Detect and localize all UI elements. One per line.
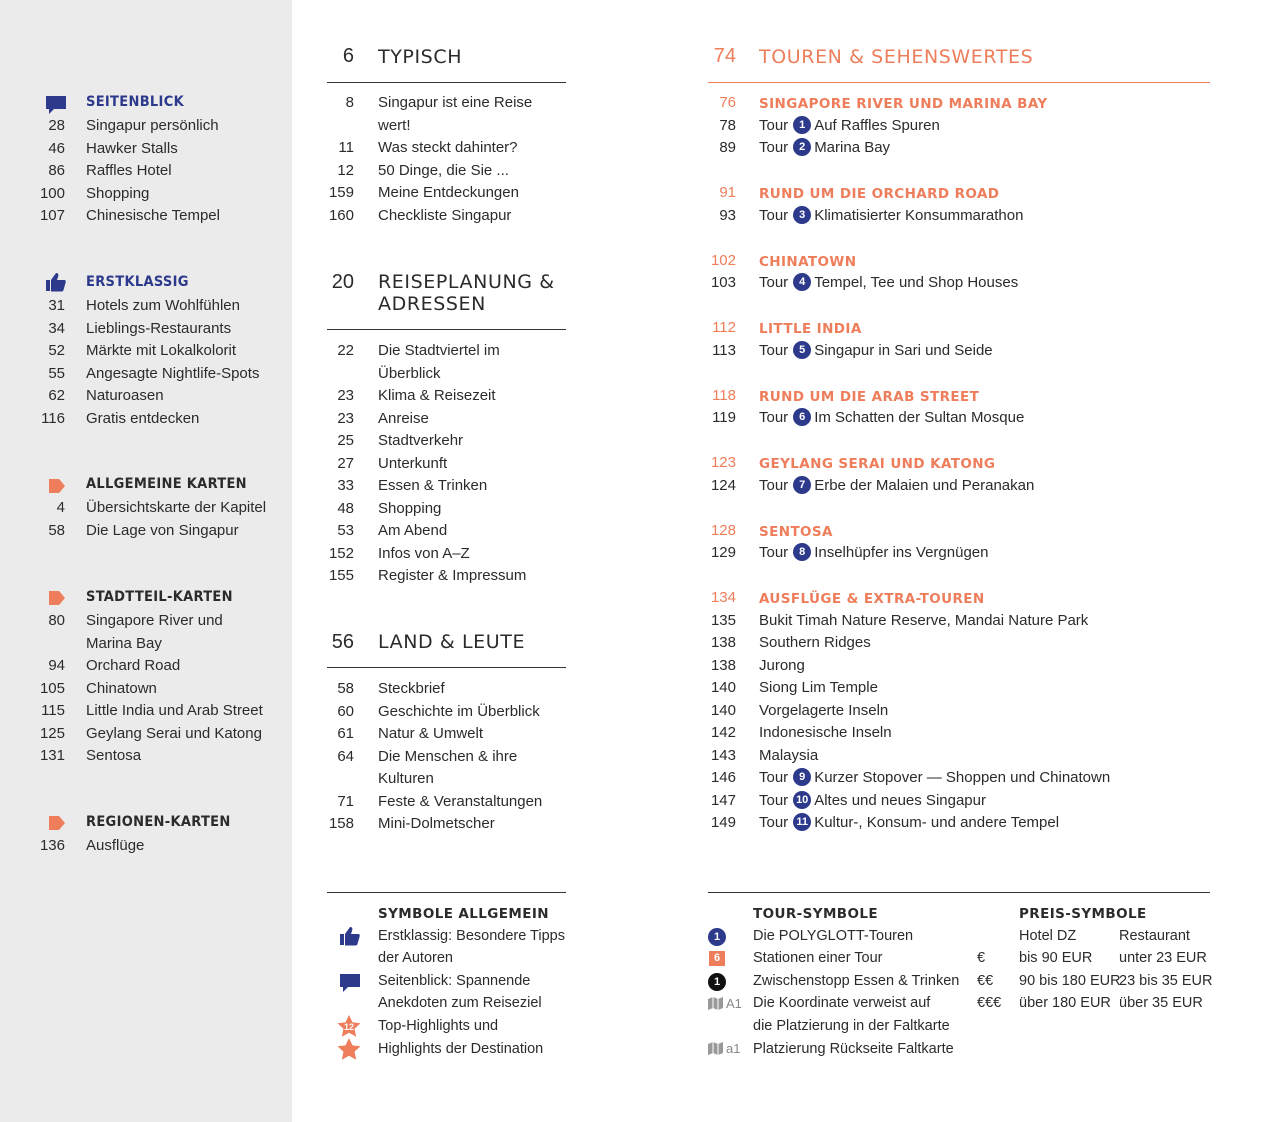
toc-link[interactable]: Natur & Umwelt [378, 725, 484, 742]
toc-link[interactable]: Shopping [378, 499, 442, 517]
toc-link[interactable] [759, 340, 993, 363]
toc-link[interactable] [759, 137, 890, 160]
price-header-restaurant: Restaurant [1119, 928, 1190, 944]
tour-label: Klimatisierter Konsummarathon [814, 206, 1024, 224]
legend-text: Erstklassig: Besondere Tipps [378, 928, 565, 944]
divider [708, 892, 1210, 893]
page-number: 86 [48, 162, 65, 179]
toc-link[interactable]: Meine Entdeckungen [378, 184, 519, 201]
section-title-regionen-karten[interactable]: REGIONEN-KARTEN [86, 814, 231, 830]
section-number: 74 [713, 45, 736, 67]
divider [327, 892, 566, 893]
toc-link[interactable]: Hotels zum Wohlfühlen [86, 297, 240, 314]
page-number: 23 [337, 387, 354, 404]
tour-number-badge: 6 [793, 408, 811, 426]
page-number: 94 [48, 657, 65, 674]
page-number: 33 [337, 477, 354, 494]
district-title[interactable]: RUND UM DIE ORCHARD ROAD [759, 186, 1000, 202]
page-number: 53 [337, 522, 354, 539]
toc-link[interactable] [759, 745, 818, 768]
toc-link[interactable] [759, 475, 1034, 498]
page-number: 58 [48, 521, 65, 539]
tour-label: Im Schatten der Sultan Mosque [814, 409, 1025, 426]
tour-label: Altes und neues Singapur [814, 791, 986, 809]
speech-bubble-icon [339, 973, 361, 993]
page-number: 11 [338, 139, 354, 156]
tour-number-badge: 11 [793, 813, 811, 831]
tour-prefix: Tour [759, 341, 789, 359]
toc-link[interactable]: Ausflüge [86, 837, 145, 854]
tour-label: Singapur in Sari und Seide [814, 341, 993, 359]
section-number: 6 [342, 45, 354, 67]
circle-blue-icon: 1 [708, 928, 726, 946]
section-title-typisch[interactable]: TYPISCH [378, 46, 463, 68]
section-title-stadtteil-karten[interactable]: STADTTEIL-KARTEN [86, 589, 233, 605]
toc-link[interactable]: Feste & Veranstaltungen [378, 792, 543, 810]
toc-link[interactable] [759, 632, 871, 655]
district-number: 123 [710, 454, 736, 471]
toc-link[interactable]: Mini-Dolmetscher [378, 815, 495, 832]
page-number: 143 [710, 746, 736, 764]
toc-link[interactable]: Singapur persönlich [86, 117, 219, 134]
tour-number-badge: 3 [793, 206, 811, 224]
district-title[interactable]: SINGAPORE RIVER UND MARINA BAY [759, 96, 1048, 112]
toc-link[interactable] [759, 610, 1088, 633]
toc-link[interactable]: Angesagte Nightlife-Spots [86, 364, 260, 382]
tour-label: Auf Raffles Spuren [814, 116, 940, 134]
page-number: 113 [712, 341, 736, 359]
tour-label: Kultur-, Konsum- und andere Tempel [814, 814, 1060, 831]
page-number: 61 [337, 725, 354, 742]
toc-link[interactable]: Anreise [378, 409, 429, 427]
toc-link[interactable] [759, 677, 878, 700]
page-number: 147 [710, 791, 736, 809]
page-number: 116 [41, 409, 65, 427]
page-number: 159 [328, 184, 354, 201]
legend-text: Seitenblick: Spannende [378, 973, 531, 989]
page-number: 149 [710, 814, 736, 831]
page-number: 105 [39, 679, 65, 697]
page-number: 138 [710, 634, 736, 651]
legend-text: Top-Highlights und [378, 1018, 499, 1034]
page-number: 64 [337, 747, 354, 765]
svg-text:12: 12 [343, 1022, 355, 1032]
toc-link[interactable] [759, 790, 986, 813]
section-number: 56 [331, 631, 354, 653]
toc-link[interactable]: Klima & Reisezeit [378, 387, 496, 404]
speech-bubble-icon [45, 95, 67, 115]
toc-link[interactable]: Naturoasen [86, 387, 164, 404]
toc-link[interactable] [759, 407, 1024, 430]
toc-link[interactable] [759, 115, 940, 138]
map-code: a1 [726, 1041, 741, 1056]
price-hotel: bis 90 EUR [1019, 950, 1093, 966]
toc-link[interactable]: Orchard Road [86, 657, 181, 674]
toc-link[interactable]: Die Lage von Singapur [86, 521, 239, 539]
toc-link[interactable]: Märkte mit Lokalkolorit [86, 342, 237, 359]
page-number: 146 [710, 769, 736, 786]
page-number: 58 [337, 680, 354, 697]
map-tag-icon [49, 591, 65, 605]
page-number: 152 [328, 544, 354, 562]
page-number: 135 [710, 611, 736, 629]
tour-number-badge: 7 [793, 476, 811, 494]
price-symbol: € [977, 950, 986, 966]
page-number: 136 [39, 837, 65, 854]
toc-link[interactable]: Sentosa [86, 747, 142, 764]
page-number: 115 [41, 702, 65, 719]
toc-link[interactable]: Unterkunft [378, 454, 448, 472]
toc-link[interactable]: 50 Dinge, die Sie ... [378, 161, 509, 179]
price-symbol: €€ [977, 972, 994, 989]
toc-link[interactable] [759, 542, 988, 565]
tour-label: Malaysia [759, 746, 819, 764]
tour-label: Siong Lim Temple [759, 679, 878, 696]
legend-title-preis: PREIS-SYMBOLE [1019, 906, 1147, 922]
toc-link[interactable]: Geylang Serai und Katong [86, 724, 262, 742]
tour-number-badge: 1 [793, 116, 811, 134]
page-number: 142 [710, 724, 736, 741]
page-number: 131 [39, 747, 65, 764]
legend-text: Zwischenstopp Essen & Trinken [753, 973, 960, 989]
map-code: A1 [726, 996, 742, 1011]
district-title[interactable]: LITTLE INDIA [759, 321, 862, 337]
tour-label: Kurzer Stopover — Shoppen und Chinatown [814, 769, 1111, 786]
tour-label: Marina Bay [814, 139, 891, 156]
toc-link[interactable]: Essen & Trinken [378, 477, 488, 494]
toc-link[interactable]: Singapur ist eine Reise [378, 94, 533, 111]
toc-link[interactable] [759, 812, 1059, 835]
toc-link[interactable]: Chinatown [86, 679, 157, 697]
page-number: 31 [48, 297, 65, 314]
page-number: 78 [719, 116, 736, 134]
toc-link[interactable]: Gratis entdecken [86, 409, 200, 427]
tour-label: Inselhüpfer ins Vergnügen [814, 544, 989, 561]
page-number: 27 [337, 454, 354, 472]
toc-link[interactable]: Infos von A–Z [378, 544, 470, 562]
page-number: 125 [39, 724, 65, 742]
toc-link[interactable]: Singapore River und [86, 612, 223, 629]
toc-link-continued[interactable]: Überblick [378, 364, 441, 382]
tour-number-badge: 10 [793, 791, 811, 809]
page-number: 155 [328, 567, 354, 584]
toc-link[interactable]: Geschichte im Überblick [378, 702, 540, 720]
tour-prefix: Tour [759, 116, 789, 134]
tour-label: Vorgelagerte Inseln [759, 701, 889, 719]
thumbs-up-icon [339, 926, 361, 946]
tour-label: Southern Ridges [759, 634, 871, 651]
district-number: 112 [712, 319, 736, 336]
toc-link[interactable]: Hawker Stalls [86, 139, 178, 157]
divider [327, 82, 566, 83]
page-number: 107 [39, 207, 65, 224]
toc-link-continued[interactable]: wert! [378, 116, 411, 134]
page-number: 160 [328, 206, 354, 224]
tour-label: Erbe der Malaien und Peranakan [814, 476, 1035, 494]
toc-link[interactable]: Little India und Arab Street [86, 702, 263, 719]
map-icon [708, 997, 723, 1010]
page-number: 71 [337, 792, 354, 810]
section-title-land-leute[interactable]: LAND & LEUTE [378, 631, 526, 653]
district-title[interactable]: AUSFLÜGE & EXTRA-TOUREN [759, 591, 985, 607]
price-restaurant: über 35 EUR [1119, 995, 1203, 1011]
thumbs-up-icon [45, 272, 67, 292]
district-number: 128 [710, 521, 736, 539]
district-title[interactable]: RUND UM DIE ARAB STREET [759, 388, 980, 405]
toc-link[interactable]: Was steckt dahinter? [378, 139, 518, 156]
section-title-allgemeine-karten[interactable]: ALLGEMEINE KARTEN [86, 476, 247, 492]
legend-text: Anekdoten zum Reiseziel [378, 995, 542, 1011]
section-number: 20 [331, 271, 354, 293]
tour-prefix: Tour [759, 791, 789, 809]
page-number: 138 [710, 656, 736, 674]
legend-text: Die Koordinate verweist auf [753, 995, 931, 1011]
divider [327, 329, 566, 330]
price-hotel: über 180 EUR [1019, 995, 1111, 1011]
tour-label: Tempel, Tee und Shop Houses [814, 274, 1019, 291]
toc-link[interactable]: Stadtverkehr [378, 432, 464, 449]
tour-number-badge: 5 [793, 341, 811, 359]
map-tag-icon [49, 479, 65, 493]
page-number: 55 [48, 364, 65, 382]
tour-prefix: Tour [759, 476, 789, 494]
page-number: 140 [710, 701, 736, 719]
tour-prefix: Tour [759, 544, 789, 561]
toc-link[interactable]: Raffles Hotel [86, 162, 172, 179]
district-title[interactable]: SENTOSA [759, 523, 833, 540]
price-symbol: €€€ [977, 995, 1002, 1011]
page-number: 93 [719, 206, 736, 224]
divider [708, 82, 1210, 83]
page-number: 8 [345, 94, 354, 111]
price-hotel: 90 bis 180 EUR [1019, 972, 1121, 989]
page-number: 80 [48, 612, 65, 629]
tour-label: Indonesische Inseln [759, 724, 892, 741]
tour-prefix: Tour [759, 814, 789, 831]
page-number: 4 [56, 499, 65, 516]
tour-prefix: Tour [759, 206, 789, 224]
section-title-seitenblick[interactable]: SEITENBLICK [86, 94, 184, 110]
page-number: 100 [39, 184, 65, 202]
tour-label: Bukit Timah Nature Reserve, Mandai Nature Park [759, 611, 1089, 629]
toc-link[interactable] [759, 722, 892, 745]
page-number: 22 [337, 342, 354, 359]
price-header-hotel: Hotel DZ [1019, 928, 1077, 944]
page-number: 23 [337, 409, 354, 427]
map-tag-icon [49, 816, 65, 830]
legend-text: Stationen einer Tour [753, 950, 883, 966]
district-number: 102 [710, 251, 736, 269]
legend-text: die Platzierung in der Faltkarte [753, 1018, 950, 1034]
legend-text: der Autoren [378, 950, 453, 966]
tour-label: Jurong [759, 656, 805, 674]
tour-prefix: Tour [759, 769, 789, 786]
page-number: 119 [712, 409, 736, 426]
legend-text: Platzierung Rückseite Faltkarte [753, 1041, 954, 1057]
tour-number-badge: 2 [793, 138, 811, 156]
tour-number-badge: 8 [793, 543, 811, 561]
divider [327, 667, 566, 668]
toc-link[interactable] [759, 655, 805, 678]
page-number: 103 [710, 274, 736, 291]
district-number: 76 [719, 94, 736, 111]
toc-link[interactable]: Chinesische Tempel [86, 207, 220, 224]
tour-number-badge: 4 [793, 273, 811, 291]
district-number: 118 [712, 386, 736, 404]
tour-prefix: Tour [759, 139, 789, 156]
page-number: 25 [337, 432, 354, 449]
section-title-reiseplanung[interactable]: REISEPLANUNG & [378, 271, 555, 293]
toc-link[interactable]: Die Stadtviertel im [378, 342, 500, 359]
page-number: 140 [710, 679, 736, 696]
price-restaurant: unter 23 EUR [1119, 950, 1207, 966]
toc-link[interactable]: Lieblings-Restaurants [86, 319, 232, 337]
map-icon [708, 1042, 723, 1055]
page-number: 62 [48, 387, 65, 404]
toc-link-continued[interactable]: Kulturen [378, 770, 434, 787]
square-orange-icon: 6 [709, 951, 725, 966]
toc-link[interactable]: Am Abend [378, 522, 448, 539]
legend-title-symbole: SYMBOLE ALLGEMEIN [378, 906, 549, 922]
legend-text: Die POLYGLOTT-Touren [753, 928, 914, 944]
toc-link[interactable]: Übersichtskarte der Kapitel [86, 499, 267, 516]
toc-link[interactable]: Shopping [86, 184, 150, 202]
legend-text: Highlights der Destination [378, 1041, 544, 1057]
page-number: 46 [48, 139, 65, 157]
page-number: 60 [337, 702, 354, 720]
page-number: 48 [337, 499, 354, 517]
tour-prefix: Tour [759, 409, 789, 426]
page-number: 34 [48, 319, 65, 337]
toc-link[interactable] [759, 272, 1018, 295]
star-12-icon [336, 1014, 362, 1039]
toc-link-continued[interactable]: Marina Bay [86, 634, 162, 652]
toc-link[interactable]: Die Menschen & ihre [378, 747, 518, 765]
toc-link[interactable]: Steckbrief [378, 680, 445, 697]
district-number: 91 [719, 184, 736, 201]
toc-link[interactable] [759, 700, 888, 723]
page-number: 129 [710, 544, 736, 561]
price-restaurant: 23 bis 35 EUR [1119, 972, 1213, 989]
toc-link[interactable]: Register & Impressum [378, 567, 527, 584]
section-title-touren[interactable]: TOUREN & SEHENSWERTES [759, 46, 1034, 68]
section-title-reiseplanung-line2[interactable]: ADRESSEN [378, 293, 486, 315]
page-number: 28 [48, 117, 65, 134]
page-number: 12 [337, 161, 354, 179]
page-number: 89 [719, 139, 736, 156]
tour-prefix: Tour [759, 274, 789, 291]
toc-link[interactable]: Checkliste Singapur [378, 206, 512, 224]
district-title[interactable]: GEYLANG SERAI UND KATONG [759, 456, 996, 472]
tour-number-badge: 9 [793, 768, 811, 786]
page-number: 124 [710, 476, 736, 494]
toc-link[interactable] [759, 205, 1023, 228]
legend-title-tour: TOUR-SYMBOLE [753, 906, 878, 922]
page-number: 52 [48, 342, 65, 359]
page-number: 158 [328, 815, 354, 832]
district-number: 134 [710, 589, 736, 606]
circle-black-icon: 1 [708, 973, 726, 991]
star-icon [336, 1037, 362, 1062]
section-title-erstklassig[interactable]: ERSTKLASSIG [86, 274, 189, 290]
district-title[interactable]: CHINATOWN [759, 253, 857, 270]
toc-link[interactable] [759, 767, 1110, 790]
